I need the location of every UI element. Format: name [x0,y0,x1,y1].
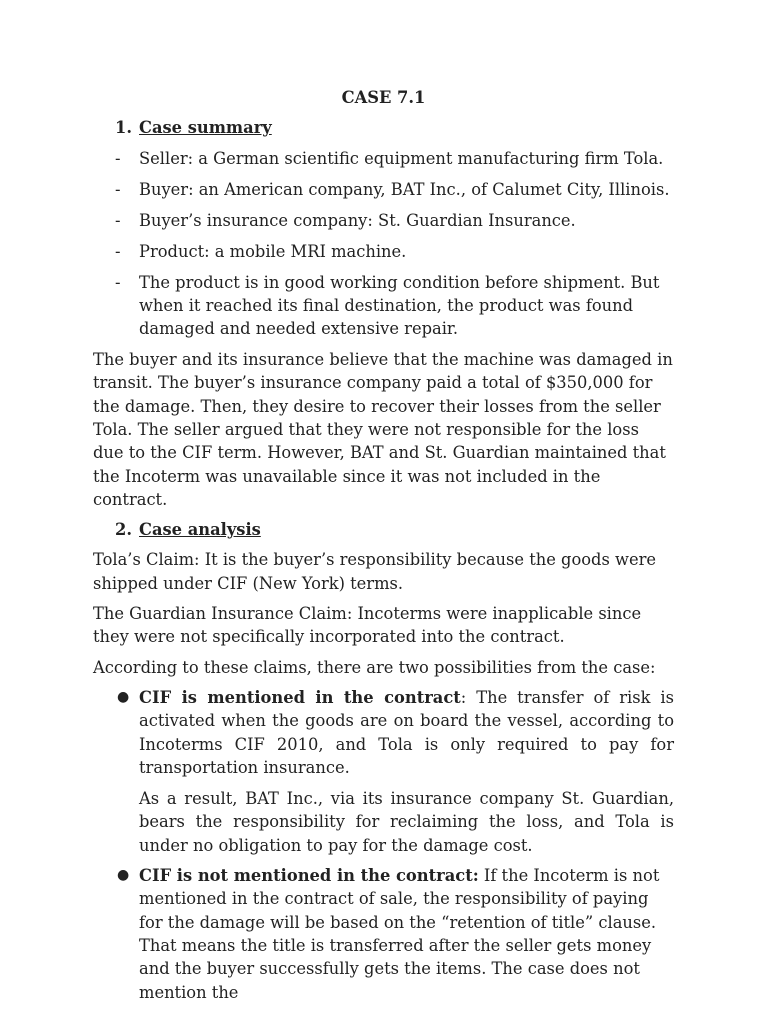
bullet-bold-lead: CIF is mentioned in the contract [139,687,461,707]
list-item [93,240,674,263]
list-item [93,178,674,201]
section-heading-case-analysis [93,518,674,541]
list-item [93,147,674,170]
dash-marker: - [115,179,121,199]
document-page [93,86,674,1011]
list-item [93,209,674,232]
list-item [93,271,674,341]
list-item-text: Buyer: an American company, BAT Inc., of Calumet City, Illinois. [139,179,670,199]
dash-marker: - [115,272,121,292]
dash-marker: - [115,241,121,261]
section-heading-case-summary [93,116,674,139]
bullet-text: : The transfer of risk is activated when the goods are on board the vessel, according to Incoterms CIF 2010, and Tola is only required to pay for transportation insurance. [139,687,674,777]
bullet-bold-lead: CIF is not mentioned in the contract: [139,866,479,886]
bullet-text: If the Incoterm is not mentioned in the contract of sale, the responsibility of paying for the damage will be based on the “retention of title” clause. That means the title is transferred after the seller gets money and the buyer successfully gets the items. The case does not mention the [139,866,660,1002]
section-heading-text: Case summary [139,118,272,138]
list-item [93,686,674,857]
document-title: CASE 7.1 [341,88,426,107]
dash-marker: - [115,210,121,230]
bullet-sub-paragraph: As a result, BAT Inc., via its insurance company St. Guardian, bears the responsibility for reclaiming the loss, and Tola is under no obligation to pay for the damage cost. [139,789,674,855]
possibilities-paragraph: According to these claims, there are two possibilities from the case: [93,657,656,677]
section-number: 2. [115,520,132,540]
dash-marker: - [115,148,121,168]
possibilities-list [93,686,674,1004]
list-item-text: Buyer’s insurance company: St. Guardian Insurance. [139,210,576,230]
list-item-text: The product is in good working condition before shipment. But when it reached its final destination, the product was found damaged and needed extensive repair. [139,272,660,339]
case-summary-list [93,147,674,341]
list-item-text: Seller: a German scientific equipment manufacturing firm Tola. [139,148,664,168]
list-item-text: Product: a mobile MRI machine. [139,241,407,261]
section-number: 1. [115,118,132,138]
guardian-claim-paragraph: The Guardian Insurance Claim: Incoterms were inapplicable since they were not specifically incorporated into the contract. [93,604,642,647]
tola-claim-paragraph: Tola’s Claim: It is the buyer’s responsibility because the goods were shipped under CIF (New York) terms. [93,550,656,593]
summary-paragraph: The buyer and its insurance believe that the machine was damaged in transit. The buyer’s insurance company paid a total of $350,000 for the damage. Then, they desire to recover their losses from the seller Tola. The seller argued that they were not responsible for the loss due to the CIF term. However, BAT and St. Guardian maintained that the Incoterm was unavailable since it was not included in the contract. [93,350,673,509]
section-heading-text: Case analysis [139,520,261,540]
bullet-marker: ● [117,688,130,705]
bullet-marker: ● [117,867,130,884]
list-item [93,864,674,1004]
